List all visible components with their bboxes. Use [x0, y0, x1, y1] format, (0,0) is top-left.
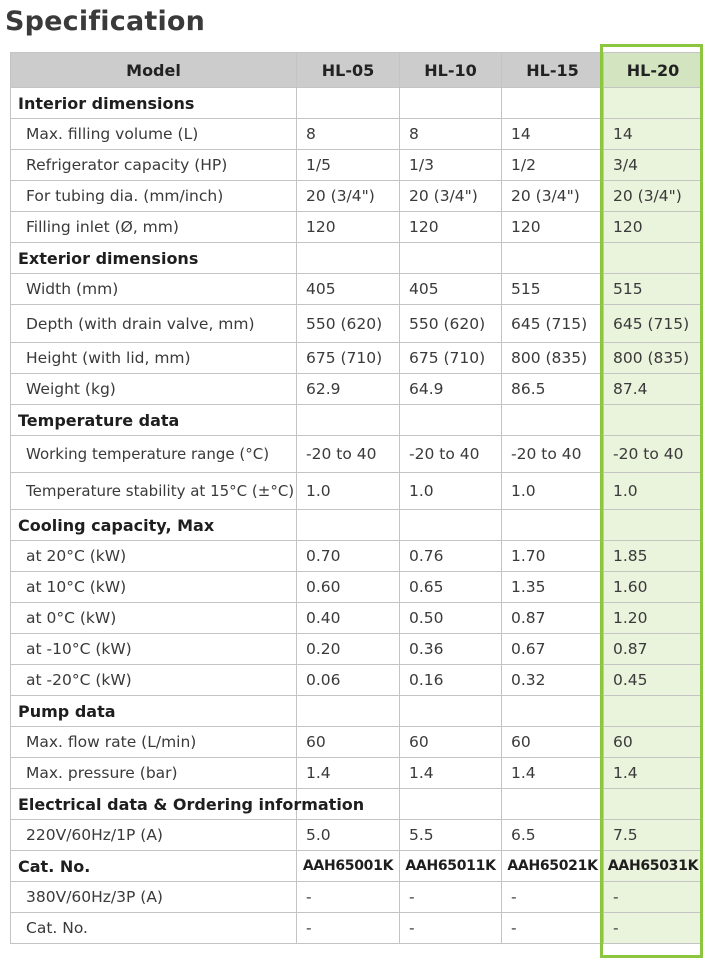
table-cell: 1.0 — [297, 473, 400, 510]
table-cell: 0.65 — [400, 572, 502, 603]
specification-table — [10, 52, 703, 944]
row-label: Width (mm) — [11, 274, 297, 305]
table-cell: 7.5 — [604, 820, 703, 851]
row-label: at 0°C (kW) — [11, 603, 297, 634]
section-title: Interior dimensions — [11, 88, 297, 119]
table-cell: 20 (3/4") — [604, 181, 703, 212]
row-label: 220V/60Hz/1P (A) — [11, 820, 297, 851]
table-cell: 0.76 — [400, 541, 502, 572]
row-label: Filling inlet (Ø, mm) — [11, 212, 297, 243]
row-label: at -20°C (kW) — [11, 665, 297, 696]
table-cell: 1.70 — [502, 541, 604, 572]
table-cell: 62.9 — [297, 374, 400, 405]
table-row — [11, 374, 703, 405]
row-label: at 10°C (kW) — [11, 572, 297, 603]
table-row — [11, 820, 703, 851]
table-cell: - — [502, 882, 604, 913]
model-hl-20-header: HL-20 — [604, 53, 703, 88]
table-cell: 120 — [400, 212, 502, 243]
table-cell: 1.20 — [604, 603, 703, 634]
table-cell: 550 (620) — [297, 305, 400, 343]
table-cell: 20 (3/4") — [502, 181, 604, 212]
table-row — [11, 473, 703, 510]
table-cell: 60 — [604, 727, 703, 758]
row-label: Cat. No. — [11, 851, 297, 882]
section-row-temperature-data — [11, 405, 703, 436]
table-cell: 800 (835) — [502, 343, 604, 374]
table-cell: 1/3 — [400, 150, 502, 181]
table-row — [11, 758, 703, 789]
table-cell: 0.70 — [297, 541, 400, 572]
table-cell: 5.0 — [297, 820, 400, 851]
section-row-interior-dimensions — [11, 88, 703, 119]
table-cell: 0.36 — [400, 634, 502, 665]
row-label: Max. pressure (bar) — [11, 758, 297, 789]
table-cell: - — [297, 913, 400, 944]
catalog-number: AAH65001K — [297, 851, 400, 882]
section-row-electrical-data — [11, 789, 703, 820]
page-title: Specification — [5, 6, 206, 37]
table-cell: 0.16 — [400, 665, 502, 696]
row-label: at 20°C (kW) — [11, 541, 297, 572]
table-cell: - — [604, 882, 703, 913]
row-label: 380V/60Hz/3P (A) — [11, 882, 297, 913]
table-cell: 1.0 — [400, 473, 502, 510]
table-row — [11, 913, 703, 944]
table-row — [11, 274, 703, 305]
table-cell: 60 — [502, 727, 604, 758]
model-hl-15-header: HL-15 — [502, 53, 604, 88]
table-cell: 1.4 — [604, 758, 703, 789]
catalog-number: AAH65011K — [400, 851, 502, 882]
section-title: Pump data — [11, 696, 297, 727]
table-cell: 1.4 — [400, 758, 502, 789]
table-cell: 1.0 — [604, 473, 703, 510]
table-row — [11, 572, 703, 603]
row-label: Height (with lid, mm) — [11, 343, 297, 374]
table-cell: 0.45 — [604, 665, 703, 696]
table-row — [11, 436, 703, 473]
table-row — [11, 150, 703, 181]
table-cell: 0.50 — [400, 603, 502, 634]
table-cell: 8 — [297, 119, 400, 150]
table-cell: 800 (835) — [604, 343, 703, 374]
table-cell: - — [502, 913, 604, 944]
table-row — [11, 305, 703, 343]
table-cell: 0.06 — [297, 665, 400, 696]
table-cell: 515 — [604, 274, 703, 305]
row-label: at -10°C (kW) — [11, 634, 297, 665]
table-cell: - — [297, 882, 400, 913]
row-label: Cat. No. — [11, 913, 297, 944]
table-cell: 0.67 — [502, 634, 604, 665]
catalog-number: AAH65031K — [604, 851, 703, 882]
table-cell: 86.5 — [502, 374, 604, 405]
table-row — [11, 212, 703, 243]
row-label: Max. filling volume (L) — [11, 119, 297, 150]
table-row — [11, 119, 703, 150]
table-row — [11, 634, 703, 665]
table-row — [11, 343, 703, 374]
table-cell: 0.32 — [502, 665, 604, 696]
section-row-pump-data — [11, 696, 703, 727]
table-cell: 6.5 — [502, 820, 604, 851]
table-cell: 1.4 — [297, 758, 400, 789]
catalog-number: AAH65021K — [502, 851, 604, 882]
section-title: Temperature data — [11, 405, 297, 436]
table-cell: -20 to 40 — [400, 436, 502, 473]
table-cell: 645 (715) — [604, 305, 703, 343]
table-cell: 515 — [502, 274, 604, 305]
table-cell: 0.60 — [297, 572, 400, 603]
table-cell: 675 (710) — [400, 343, 502, 374]
table-cell: 14 — [502, 119, 604, 150]
table-cell: -20 to 40 — [297, 436, 400, 473]
table-cell: -20 to 40 — [502, 436, 604, 473]
table-row — [11, 541, 703, 572]
table-cell: 5.5 — [400, 820, 502, 851]
table-cell: - — [604, 913, 703, 944]
section-row-exterior-dimensions — [11, 243, 703, 274]
section-title: Electrical data & Ordering information — [11, 789, 297, 820]
section-title: Cooling capacity, Max — [11, 510, 297, 541]
table-cell: 120 — [297, 212, 400, 243]
table-cell: - — [400, 882, 502, 913]
table-cell: 1.35 — [502, 572, 604, 603]
table-cell: 1.85 — [604, 541, 703, 572]
table-cell: 1.0 — [502, 473, 604, 510]
table-cell: 0.87 — [502, 603, 604, 634]
table-row — [11, 665, 703, 696]
table-cell: 1/2 — [502, 150, 604, 181]
header-row — [11, 53, 703, 88]
row-label: Working temperature range (°C) — [11, 436, 297, 473]
table-row — [11, 181, 703, 212]
table-cell: 120 — [604, 212, 703, 243]
table-cell: 405 — [297, 274, 400, 305]
table-cell: 120 — [502, 212, 604, 243]
row-label: Temperature stability at 15°C (±°C) — [11, 473, 297, 510]
section-row-cooling-capacity — [11, 510, 703, 541]
table-cell: 3/4 — [604, 150, 703, 181]
table-cell: 20 (3/4") — [400, 181, 502, 212]
model-hl-10-header: HL-10 — [400, 53, 502, 88]
table-cell: 550 (620) — [400, 305, 502, 343]
table-cell: - — [400, 913, 502, 944]
table-cell: 87.4 — [604, 374, 703, 405]
table-cell: 675 (710) — [297, 343, 400, 374]
table-row — [11, 882, 703, 913]
table-cell: 14 — [604, 119, 703, 150]
model-hl-05-header: HL-05 — [297, 53, 400, 88]
row-label: Weight (kg) — [11, 374, 297, 405]
table-cell: 0.20 — [297, 634, 400, 665]
table-row — [11, 603, 703, 634]
row-label: Depth (with drain valve, mm) — [11, 305, 297, 343]
row-label: Max. flow rate (L/min) — [11, 727, 297, 758]
section-title: Exterior dimensions — [11, 243, 297, 274]
table-cell: 60 — [400, 727, 502, 758]
table-cell: 64.9 — [400, 374, 502, 405]
table-cell: 1.4 — [502, 758, 604, 789]
row-label: Refrigerator capacity (HP) — [11, 150, 297, 181]
table-cell: -20 to 40 — [604, 436, 703, 473]
cat-no-row — [11, 851, 703, 882]
table-cell: 1/5 — [297, 150, 400, 181]
table-cell: 20 (3/4") — [297, 181, 400, 212]
table-cell: 0.40 — [297, 603, 400, 634]
table-cell: 645 (715) — [502, 305, 604, 343]
table-cell: 405 — [400, 274, 502, 305]
table-cell: 0.87 — [604, 634, 703, 665]
table-cell: 8 — [400, 119, 502, 150]
table-cell: 1.60 — [604, 572, 703, 603]
table-row — [11, 727, 703, 758]
model-header: Model — [11, 53, 297, 88]
table-cell: 60 — [297, 727, 400, 758]
row-label: For tubing dia. (mm/inch) — [11, 181, 297, 212]
